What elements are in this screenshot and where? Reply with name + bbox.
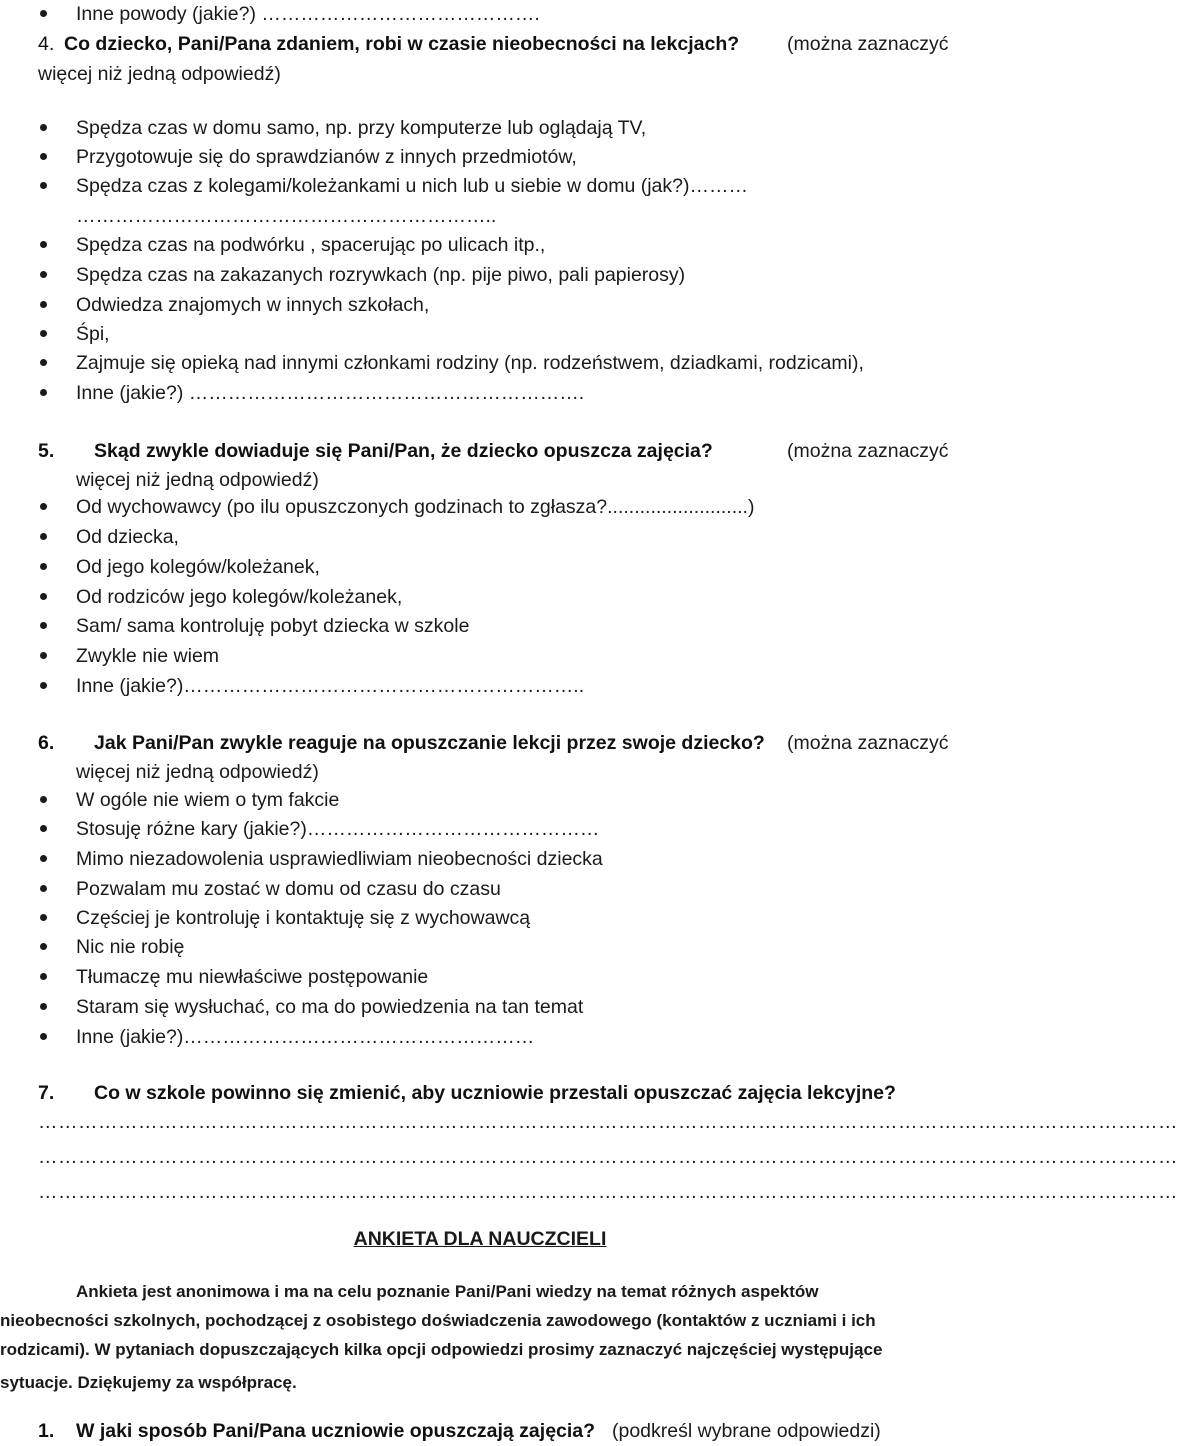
q5-option-from-tutor[interactable]: Od wychowawcy (po ilu opuszczonych godzinach to zgłasza?..........................) xyxy=(76,496,755,518)
q5-option-self-control[interactable]: Sam/ sama kontroluję pobyt dziecka w szkole xyxy=(76,615,470,637)
q6-question: Jak Pani/Pan zwykle reaguje na opuszczanie lekcji przez swoje dziecko? xyxy=(94,732,765,754)
q6-option-other[interactable]: Inne (jakie?)……………………………………………… xyxy=(76,1026,535,1048)
q4-option-with-friends-continuation: ……………………………………………………….. xyxy=(76,205,497,227)
q5-option-other[interactable]: Inne (jakie?)…………………………………………………….. xyxy=(76,675,585,697)
teacher-survey-title: ANKIETA DLA NAUCZCIELI xyxy=(353,1228,607,1250)
q7-answer-line-2[interactable]: ……………………………………………………………………………………………………………………………………………………… xyxy=(38,1146,1178,1168)
q7-answer-line-1[interactable]: ……………………………………………………………………………………………………………………………………………………… xyxy=(38,1111,1178,1133)
q6-option-excuse-absences[interactable]: Mimo niezadowolenia usprawiedliwiam nieobecności dziecka xyxy=(76,848,603,870)
q5-question: Skąd zwykle dowiaduje się Pani/Pan, że dziecko opuszcza zajęcia? xyxy=(94,440,713,462)
q6-option-explain-behavior[interactable]: Tłumaczę mu niewłaściwe postępowanie xyxy=(76,966,429,988)
q6-note-end: więcej niż jedną odpowiedź) xyxy=(76,761,319,783)
q5-option-from-classmates[interactable]: Od jego kolegów/koleżanek, xyxy=(76,556,320,578)
q6-option-control-contact-tutor[interactable]: Częściej je kontroluję i kontaktuję się z wychowawcą xyxy=(76,907,531,929)
q5-note-end: więcej niż jedną odpowiedź) xyxy=(76,469,319,491)
q4-note-end: więcej niż jedną odpowiedź) xyxy=(38,63,281,85)
q5-note-start: (można zaznaczyć xyxy=(787,440,949,462)
q6-note-start: (można zaznaczyć xyxy=(787,732,949,754)
q4-question: Co dziecko, Pani/Pana zdaniem, robi w czasie nieobecności na lekcjach? xyxy=(64,33,740,55)
q6-option-listen[interactable]: Staram się wysłuchać, co ma do powiedzenia na tan temat xyxy=(76,996,584,1018)
q5-number: 5. xyxy=(38,440,55,462)
q4-option-home-alone[interactable]: Spędza czas w domu samo, np. przy komputerze lub oglądają TV, xyxy=(76,117,647,139)
q3-option-other[interactable]: Inne powody (jakie?) ……………………………………. xyxy=(76,3,540,25)
intro-line-4: sytuacje. Dziękujemy za współpracę. xyxy=(0,1373,297,1392)
q6-option-let-stay-home[interactable]: Pozwalam mu zostać w domu od czasu do czasu xyxy=(76,878,501,900)
q7-question: Co w szkole powinno się zmienić, aby uczniowie przestali opuszczać zajęcia lekcyjne? xyxy=(94,1082,896,1104)
teacher-q1-number: 1. xyxy=(38,1420,55,1442)
q4-option-forbidden-entertainment[interactable]: Spędza czas na zakazanych rozrywkach (np. pije piwo, pali papierosy) xyxy=(76,264,686,286)
teacher-q1-question: W jaki sposób Pani/Pana uczniowie opuszczają zajęcia? xyxy=(76,1420,596,1442)
q6-option-do-nothing[interactable]: Nic nie robię xyxy=(76,936,185,958)
q6-option-unaware[interactable]: W ogóle nie wiem o tym fakcie xyxy=(76,789,340,811)
q6-number: 6. xyxy=(38,732,55,754)
q6-option-punishments[interactable]: Stosuję różne kary (jakie?)……………………………………… xyxy=(76,818,600,840)
q5-option-from-child[interactable]: Od dziecka, xyxy=(76,526,179,548)
intro-line-2: nieobecności szkolnych, pochodzącej z osobistego doświadczenia zawodowego (kontaktów z uczniami i ich xyxy=(0,1311,876,1330)
q4-note-start: (można zaznaczyć xyxy=(787,33,949,55)
q4-number: 4. xyxy=(38,33,55,55)
intro-line-1: Ankieta jest anonimowa i ma na celu poznanie Pani/Pani wiedzy na temat różnych aspektów xyxy=(76,1282,819,1301)
q7-number: 7. xyxy=(38,1082,55,1104)
q4-option-yard-streets[interactable]: Spędza czas na podwórku , spacerując po ulicach itp., xyxy=(76,234,546,256)
teacher-q1-note: (podkreśl wybrane odpowiedzi) xyxy=(612,1420,881,1442)
q5-option-dont-know[interactable]: Zwykle nie wiem xyxy=(76,645,220,667)
q4-option-family-care[interactable]: Zajmuje się opieką nad innymi członkami rodziny (np. rodzeństwem, dziadkami, rodzicami), xyxy=(76,352,864,374)
q4-option-other-schools[interactable]: Odwiedza znajomych w innych szkołach, xyxy=(76,294,430,316)
q4-option-with-friends[interactable]: Spędza czas z kolegami/koleżankami u nich lub u siebie w domu (jak?)……… xyxy=(76,175,748,197)
q7-answer-line-3[interactable]: ……………………………………………………………………………………………………………………………………………………… xyxy=(38,1181,1178,1203)
q4-option-preparing-tests[interactable]: Przygotowuje się do sprawdzianów z innych przedmiotów, xyxy=(76,146,577,168)
intro-line-3: rodzicami). W pytaniach dopuszczających kilka opcji odpowiedzi prosimy zaznaczyć najczęściej występujące xyxy=(0,1340,883,1359)
q5-option-from-classmates-parents[interactable]: Od rodziców jego kolegów/koleżanek, xyxy=(76,586,403,608)
q4-option-other[interactable]: Inne (jakie?) ……………………………………………………. xyxy=(76,382,585,404)
q4-option-sleeps[interactable]: Śpi, xyxy=(76,323,110,345)
